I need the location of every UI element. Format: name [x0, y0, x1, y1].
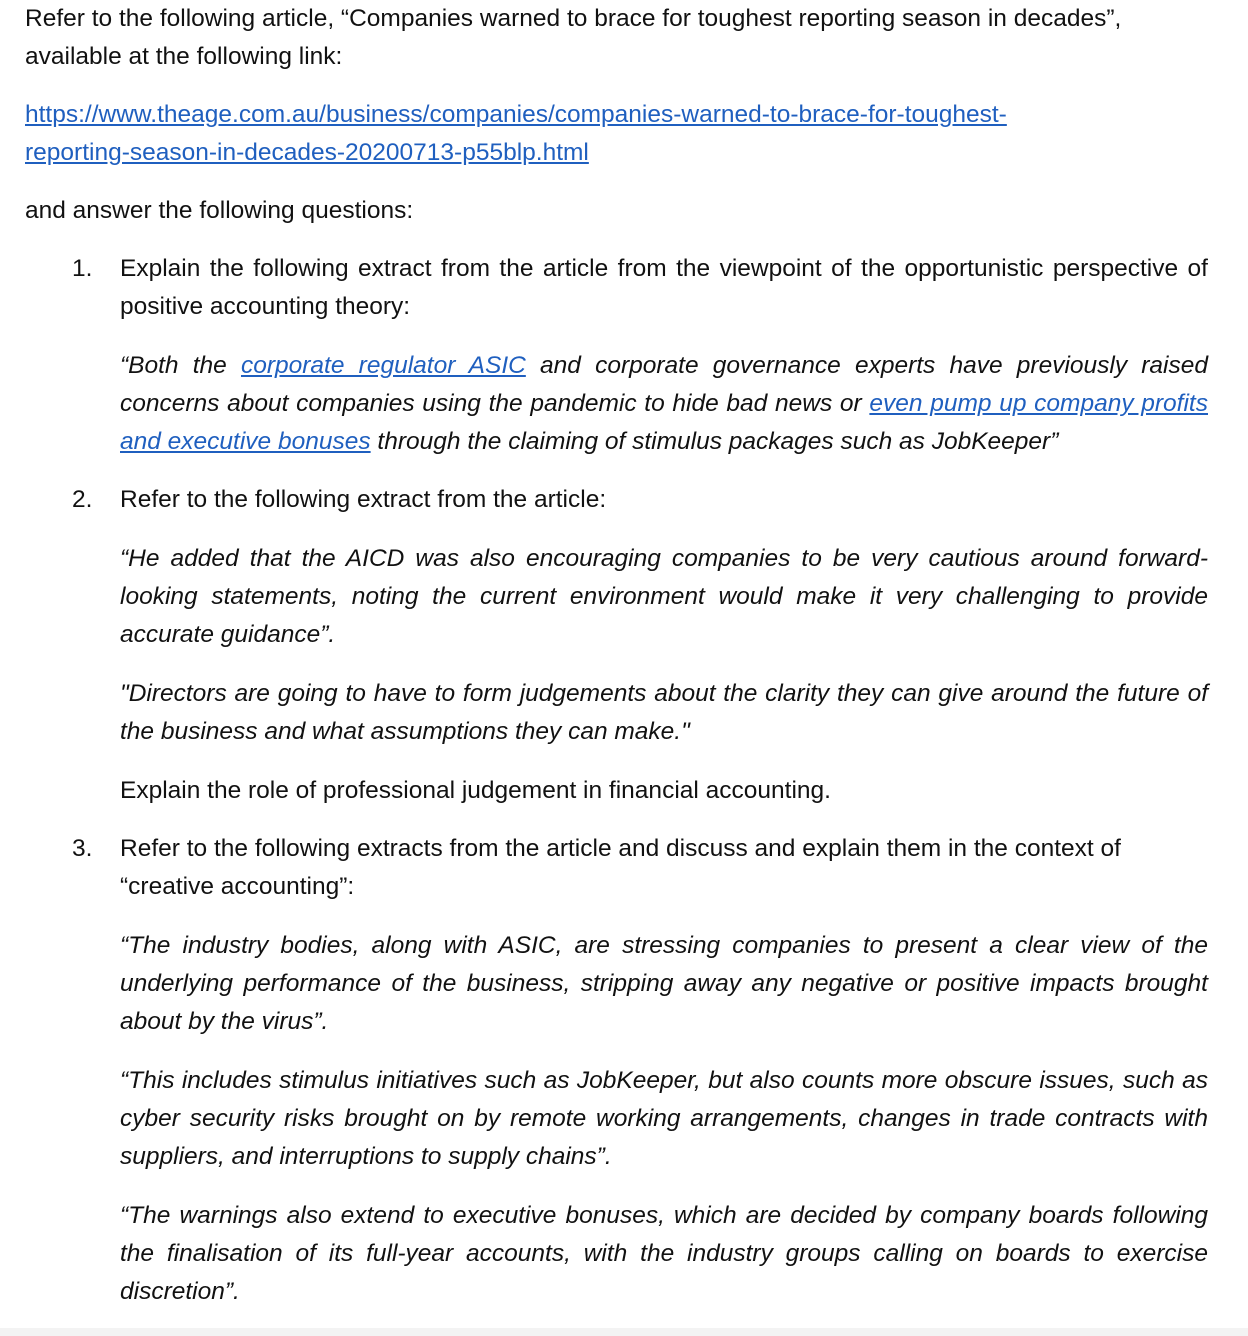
article-link-line-1[interactable]: https://www.theage.com.au/business/companies/companies-warned-to-brace-for-toughest- — [25, 101, 1007, 128]
article-link-line-2[interactable]: reporting-season-in-decades-20200713-p55blp.html — [25, 139, 589, 166]
question-1 — [25, 250, 1208, 461]
question-3 — [25, 830, 1208, 1311]
intro-paragraph: Refer to the following article, “Companies warned to brace for toughest reporting season in decades”, available at the following link: — [25, 5, 1122, 70]
question-2-number: 2. — [72, 486, 93, 513]
question-3-quote-3: “The warnings also extend to executive bonuses, which are decided by company boards following the finalisation of its full-year accounts, with the industry groups calling on boards to exercise discretion”. — [120, 1202, 1208, 1305]
question-2-quote-1: “He added that the AICD was also encouraging companies to be very cautious around forward-looking statements, noting the current environment would make it very challenging to provide accurate guidance”. — [120, 545, 1208, 648]
article-link-block — [25, 96, 1208, 172]
answer-prompt: and answer the following questions: — [25, 197, 414, 224]
page-bottom-edge — [0, 1328, 1248, 1336]
question-list — [25, 250, 1208, 1311]
question-3-number: 3. — [72, 835, 93, 862]
pump-up-profits-link[interactable]: even pump up company profits and executive bonuses — [120, 390, 1208, 455]
question-1-text: Explain the following extract from the article from the viewpoint of the opportunistic perspective of positive accounting theory: — [120, 255, 1208, 320]
question-2-text: Refer to the following extract from the article: — [120, 486, 607, 513]
q1-quote-part-2: and corporate governance experts have previously raised concerns about companies using the pandemic to hide bad news or — [120, 352, 1208, 417]
question-1-number: 1. — [72, 255, 93, 282]
question-3-quote-2: “This includes stimulus initiatives such as JobKeeper, but also counts more obscure issues, such as cyber security risks brought on by remote working arrangements, changes in trade contracts with suppliers, and interruptions to supply chains”. — [120, 1067, 1208, 1170]
question-2-instruction: Explain the role of professional judgement in financial accounting. — [120, 777, 831, 804]
q1-quote-part-3: through the claiming of stimulus packages such as JobKeeper” — [370, 428, 1059, 455]
question-3-quote-1: “The industry bodies, along with ASIC, are stressing companies to present a clear view of the underlying performance of the business, stripping away any negative or positive impacts brought about by the virus”. — [120, 932, 1208, 1035]
document-page — [25, 0, 1208, 1311]
corporate-regulator-asic-link[interactable]: corporate regulator ASIC — [240, 352, 526, 379]
question-3-text: Refer to the following extracts from the article and discuss and explain them in the context of “creative accounting”: — [120, 835, 1121, 900]
question-2 — [25, 481, 1208, 810]
question-1-quote — [120, 347, 1208, 461]
q1-quote-part-1: “Both the — [120, 352, 241, 379]
question-2-quote-2: "Directors are going to have to form judgements about the clarity they can give around the future of the business and what assumptions they can make." — [120, 680, 1208, 745]
article-link[interactable] — [25, 101, 1007, 166]
